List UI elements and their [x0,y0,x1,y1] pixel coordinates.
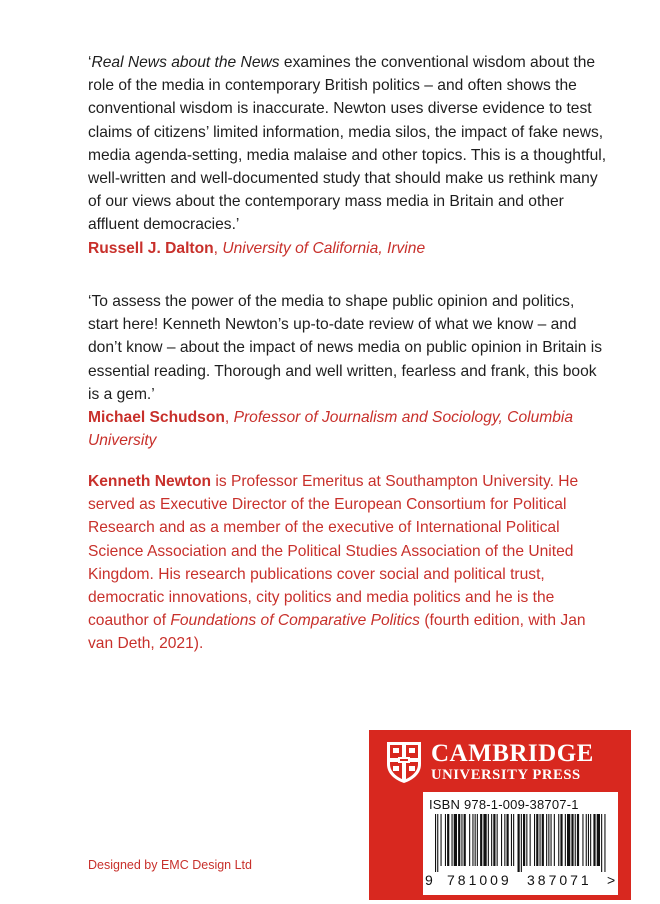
barcode-bar [604,814,605,872]
barcode-bar [452,814,453,866]
coauthored-book-title: Foundations of Comparative Politics [170,612,420,630]
barcode-bar [461,814,462,866]
barcode-bars [435,814,607,872]
barcode-bar [497,814,498,866]
barcode-bar [577,814,579,866]
cambridge-shield-icon [385,740,423,784]
barcode-bar [511,814,512,866]
barcode-bar [590,814,591,866]
barcode-bar [571,814,573,866]
barcode-digits-right: 387071 [527,872,592,888]
barcode-bar [454,814,457,866]
barcode-bar [491,814,492,866]
barcode-bar [575,814,576,866]
barcode-bar [488,814,489,866]
designer-credit: Designed by EMC Design Ltd [88,858,252,872]
barcode-bar [597,814,600,866]
barcode-bar [530,814,531,866]
barcode-bar [458,814,460,866]
barcode-digits-left: 781009 [447,872,512,888]
reviewer-affiliation: University of California, Irvine [222,239,426,257]
publisher-sub: UNIVERSITY PRESS [431,766,581,783]
author-bio: Kenneth Newton is Professor Emeritus at Southampton University. He served as Executive Director of the European Consortium for Political Research and as a member of the executive of International Political Science Association and the Political Studies Association of the United Kingdom. His research publications cover social and political trust, democratic innovations, city politics and media politics and he is the coauthor of Foundations of Comparative Politics (fourth edition, with Jan van Deth, 2021). [88,473,586,653]
quote-text: ‘To assess the power of the media to shape public opinion and politics, start here! Kenneth Newton’s up-to-date review of what we know – and don’t know – about the impact of news media on public opinion in Britain is essential reading. Thorough and well written, fearless and frank, this book is a gem.’ [88,293,603,403]
barcode-bar [480,814,482,866]
barcode-digit-first: 9 [425,872,433,888]
quote-attribution: Michael Schudson, Professor of Journalism and Sociology, Columbia University [88,409,574,450]
barcode-bar [601,814,602,872]
barcode-bar [565,814,566,866]
barcode-end-mark: > [607,872,616,888]
review-quote-dalton [88,51,608,260]
barcode-bar [586,814,587,866]
barcode-bar [475,814,476,866]
barcode-bar [588,814,589,866]
barcode-bar [558,814,559,866]
barcode-bar [551,814,552,866]
barcode-bar [560,814,562,866]
barcode-bar [593,814,595,866]
barcode-bar [445,814,446,866]
barcode-bar [548,814,549,866]
barcode-bar [504,814,505,866]
barcode-bar [507,814,509,866]
barcode-bar [536,814,538,866]
book-title: Real News about the News [91,54,280,71]
barcode-bar [469,814,470,866]
barcode-bar [540,814,541,866]
barcode-bar [521,814,522,872]
barcode-bar [582,814,583,866]
isbn-label: ISBN 978-1-009-38707-1 [429,797,579,812]
barcode-bar [441,814,442,866]
barcode-bar [523,814,525,866]
barcode-bar [483,814,486,866]
review-quote-schudson [88,290,608,452]
barcode-bar [567,814,570,866]
reviewer-name: Michael Schudson [88,409,225,427]
barcode-bar [518,814,520,872]
barcode-bar [534,814,535,866]
quote-attribution: Russell J. Dalton, University of California, Irvine [88,239,426,257]
barcode-bar [464,814,466,866]
barcode-bar [472,814,473,866]
author-name: Kenneth Newton [88,473,212,490]
barcode-bar [554,814,555,866]
barcode-bar [526,814,527,866]
barcode-bar [513,814,514,866]
barcode-bar [546,814,547,866]
reviewer-affiliation: Professor of Journalism and Sociology, Columbia University [88,409,574,450]
publisher-panel [369,730,631,900]
barcode-bar [447,814,449,866]
barcode-bar [501,814,502,866]
publisher-name: CAMBRIDGE [431,739,594,767]
barcode-bar [542,814,544,866]
isbn-barcode [423,792,618,895]
publisher-logo [385,740,594,784]
barcode-bar [437,814,438,872]
reviewer-name: Russell J. Dalton [88,239,214,257]
barcode-bar [477,814,478,866]
barcode-bar [493,814,495,866]
quote-text: ‘Real News about the News examines the conventional wisdom about the role of the media in contemporary British politics – and often shows the conventional wisdom is inaccurate. Newton uses diverse evidence to test claims of citizens’ limited information, media silos, the impact of fake news, media agenda-setting, media malaise and other topics. This is a thoughtful, well-written and well-documented study that should make us rethink many of our views about the contemporary mass media in Britain and other affluent democracies.’ [88,54,607,234]
barcode-bar [435,814,436,872]
